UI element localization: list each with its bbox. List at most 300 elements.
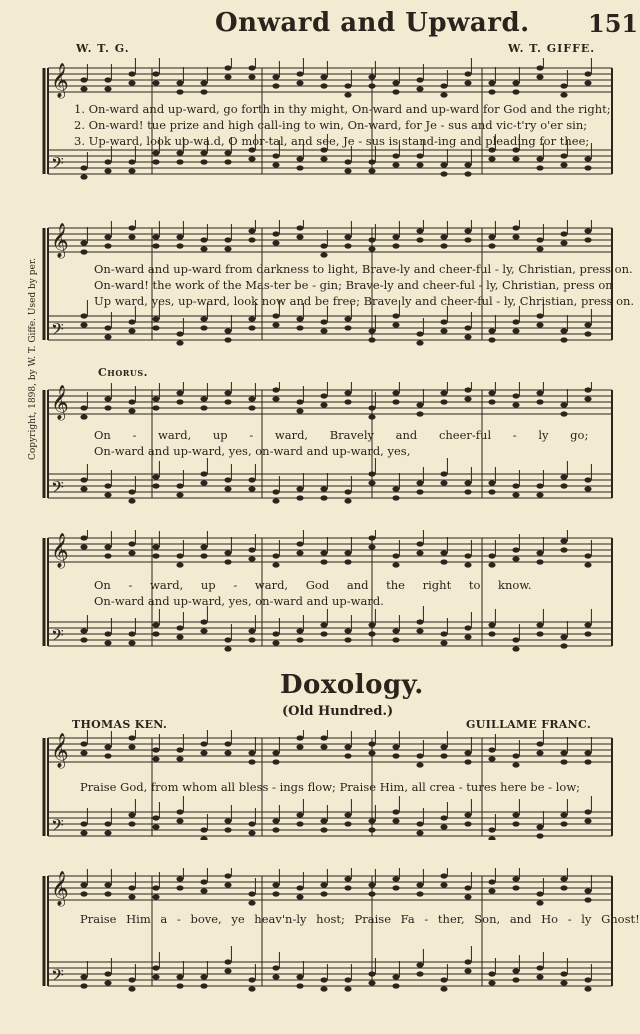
note-head [344,885,351,890]
note-head [104,821,111,826]
note-head [80,821,87,826]
note-head [320,622,327,627]
note-head [152,159,159,164]
note-head [440,550,447,555]
note-head [80,974,87,979]
note-head [224,337,231,342]
note-head [440,162,447,167]
note-head [224,750,231,755]
note-head [80,741,87,746]
note-head [464,334,471,339]
note-head [560,980,567,985]
note-head [296,744,303,749]
note-head [80,240,87,245]
note-head [560,92,567,97]
note-head [512,556,519,561]
note-head [464,625,471,630]
note-head [224,328,231,333]
note-head [200,544,207,549]
note-head [416,753,423,758]
verse-3-line-1: 3. Up-ward, look up-wa.d, O mor-tal, and see, Je - sus is stand-ing and pleading for thee; [74,134,590,148]
note-head [488,836,495,840]
note-head [128,821,135,826]
note-head [536,237,543,242]
note-head [440,986,447,991]
note-head [416,402,423,407]
note-head [464,71,471,76]
note-head [488,827,495,832]
note-head [296,325,303,330]
note-head [80,544,87,549]
note-head [200,80,207,85]
note-head [440,234,447,239]
note-head [536,313,543,318]
note-head [296,983,303,988]
note-head [560,643,567,648]
note-head [464,387,471,392]
note-head [464,812,471,817]
note-head [152,80,159,85]
note-head [344,489,351,494]
verse-2-line-1: 2. On-ward! tue prize and high call-ing to win, On-ward, for Je - sus and vic-t'ry o'er sin; [74,118,588,132]
note-head [272,891,279,896]
note-head [488,328,495,333]
note-head [560,337,567,342]
note-head [176,809,183,814]
note-head [440,640,447,645]
note-head [176,483,183,488]
note-head [248,237,255,242]
note-head [248,325,255,330]
note-head [200,750,207,755]
note-head [224,741,231,746]
bass-clef-icon: 𝄢 [51,625,64,649]
doxology-subtitle: (Old Hundred.) [282,704,394,719]
note-head [392,399,399,404]
note-head [272,974,279,979]
note-head [128,631,135,636]
note-head [392,637,399,642]
note-head [464,325,471,330]
note-head [560,634,567,639]
note-head [320,156,327,161]
note-head [104,405,111,410]
note-head [440,480,447,485]
note-head [272,489,279,494]
note-head [224,959,231,964]
note-head [584,750,591,755]
note-head [200,480,207,485]
note-head [248,977,255,982]
note-head [440,977,447,982]
note-head [152,631,159,636]
note-head [584,331,591,336]
note-head [536,974,543,979]
note-head [224,827,231,832]
note-head [152,756,159,761]
note-head [488,562,495,567]
note-head [512,968,519,973]
chorus-line-2: On-ward and up-ward, yes, on-ward and up-ward, yes, [94,444,411,458]
note-head [344,234,351,239]
note-head [248,830,255,835]
note-head [80,882,87,887]
note-head [152,474,159,479]
note-head [176,331,183,336]
note-head [80,477,87,482]
bass-clef-icon: 𝄢 [51,815,64,839]
note-head [464,237,471,242]
note-head [584,156,591,161]
note-head [464,80,471,85]
note-head [512,821,519,826]
note-head [224,74,231,79]
note-head [536,891,543,896]
note-head [152,553,159,558]
note-head [416,340,423,345]
verse-1-line-1: 1. On-ward and up-ward, go forth in thy might, On-ward and up-ward for God and the right; [74,102,611,116]
note-head [320,83,327,88]
note-head [128,328,135,333]
note-head [104,234,111,239]
note-head [584,622,591,627]
note-head [512,885,519,890]
note-head [584,228,591,233]
note-head [536,65,543,70]
note-head [296,486,303,491]
note-head [248,821,255,826]
note-head [464,396,471,401]
note-head [512,977,519,982]
note-head [392,553,399,558]
note-head [392,486,399,491]
note-head [536,156,543,161]
note-head [176,340,183,345]
note-head [344,159,351,164]
note-head [224,237,231,242]
note-head [200,628,207,633]
note-head [416,331,423,336]
note-head [248,405,255,410]
note-head [416,162,423,167]
note-head [200,405,207,410]
note-head [584,237,591,242]
note-head [320,486,327,491]
note-head [200,471,207,476]
treble-clef-icon: 𝄞 [51,533,69,568]
note-head [248,759,255,764]
note-head [104,168,111,173]
note-head [416,830,423,835]
note-head [416,77,423,82]
note-head [440,171,447,176]
note-head [416,619,423,624]
note-head [248,891,255,896]
note-head [344,753,351,758]
note-head [392,974,399,979]
page-number: 151 [588,9,639,38]
note-head [248,486,255,491]
note-head [128,812,135,817]
note-head [296,408,303,413]
note-head [224,399,231,404]
note-head [224,637,231,642]
note-head [152,622,159,627]
note-head [392,243,399,248]
note-head [200,827,207,832]
note-head [224,477,231,482]
note-head [200,246,207,251]
note-head [392,809,399,814]
note-head [80,983,87,988]
note-head [344,168,351,173]
note-head [344,977,351,982]
note-head [344,744,351,749]
note-head [128,744,135,749]
note-head [128,80,135,85]
note-head [440,399,447,404]
note-head [272,750,279,755]
note-head [248,156,255,161]
bass-clef-icon: 𝄢 [51,965,64,989]
note-head [128,399,135,404]
note-head [200,237,207,242]
note-head [80,628,87,633]
note-head [248,628,255,633]
doxology-author: THOMAS KEN. [72,718,168,731]
note-head [464,968,471,973]
note-head [320,986,327,991]
note-head [440,744,447,749]
note-head [536,631,543,636]
note-head [128,550,135,555]
note-head [488,879,495,884]
note-head [104,159,111,164]
note-head [584,809,591,814]
note-head [488,337,495,342]
bass-clef-icon: 𝄢 [51,319,64,343]
note-head [512,225,519,230]
note-head [584,759,591,764]
doxology-title: Doxology. [280,670,424,700]
note-head [320,891,327,896]
note-head [104,753,111,758]
note-head [80,750,87,755]
note-head [320,74,327,79]
note-head [488,480,495,485]
note-head [488,747,495,752]
note-head [248,637,255,642]
note-head [224,646,231,651]
note-head [392,885,399,890]
note-head [104,640,111,645]
note-head [200,983,207,988]
note-head [392,162,399,167]
note-head [80,174,87,179]
note-head [344,812,351,817]
note-head [320,882,327,887]
doxology-line-1: Praise God, from whom all bless - ings flow; Praise Him, all crea - tures here be - low; [80,780,581,794]
note-head [104,483,111,488]
note-head [248,396,255,401]
note-head [200,150,207,155]
note-head [320,393,327,398]
lyricist-credit: W. T. G. [76,42,130,55]
note-head [392,153,399,158]
note-head [128,168,135,173]
note-head [440,882,447,887]
note-head [560,474,567,479]
note-head [584,888,591,893]
verse-2-line-2: On-ward! the work of the Mas-ter be - gin; Brave-ly and cheer-ful - ly, Christian, press on [94,278,613,292]
note-head [416,153,423,158]
note-head [80,414,87,419]
note-head [440,631,447,636]
note-head [536,246,543,251]
note-head [224,486,231,491]
note-head [464,162,471,167]
chorus-line-1: On - ward, up - ward, Bravely and cheer-ful - ly go; [94,428,589,442]
note-head [272,818,279,823]
note-head [440,92,447,97]
note-head [320,495,327,500]
note-head [176,159,183,164]
note-head [560,411,567,416]
note-head [560,759,567,764]
note-head [152,815,159,820]
note-head [272,74,279,79]
note-head [80,891,87,896]
note-head [512,646,519,651]
note-head [584,477,591,482]
note-head [536,741,543,746]
note-head [128,885,135,890]
note-head [104,631,111,636]
note-head [488,489,495,494]
note-head [392,80,399,85]
note-head [128,159,135,164]
note-head [248,900,255,905]
note-head [584,322,591,327]
note-head [536,833,543,838]
note-head [296,156,303,161]
note-head [536,965,543,970]
note-head [488,622,495,627]
note-head [320,402,327,407]
note-head [392,876,399,881]
note-head [152,71,159,76]
note-head [584,553,591,558]
note-head [104,492,111,497]
note-head [128,986,135,991]
note-head [248,556,255,561]
note-head [104,980,111,985]
note-head [104,77,111,82]
note-head [512,234,519,239]
note-head [488,234,495,239]
note-head [248,750,255,755]
note-head [464,634,471,639]
note-head [80,637,87,642]
note-head [80,86,87,91]
note-head [584,387,591,392]
note-head [464,821,471,826]
note-head [488,89,495,94]
note-head [320,252,327,257]
note-head [272,759,279,764]
note-head [224,246,231,251]
note-head [80,322,87,327]
note-head [128,234,135,239]
note-head [584,818,591,823]
note-head [176,876,183,881]
note-head [152,965,159,970]
note-head [152,396,159,401]
note-head [536,390,543,395]
note-head [320,977,327,982]
music-system-6 [0,868,640,998]
note-head [272,631,279,636]
note-head [464,228,471,233]
note-head [224,968,231,973]
note-head [272,162,279,167]
note-head [464,171,471,176]
note-head [272,965,279,970]
chorus-label: Chorus. [98,366,149,379]
note-head [176,885,183,890]
treble-clef-icon: 𝄞 [51,385,69,420]
note-head [560,538,567,543]
note-head [392,818,399,823]
note-head [128,498,135,503]
note-head [176,234,183,239]
note-head [536,483,543,488]
note-head [128,489,135,494]
note-head [128,894,135,899]
note-head [344,390,351,395]
note-head [248,147,255,152]
note-head [248,74,255,79]
note-head [176,553,183,558]
note-head [272,396,279,401]
note-head [200,974,207,979]
note-head [440,319,447,324]
note-head [512,89,519,94]
note-head [176,492,183,497]
note-head [320,243,327,248]
chorus-line-3: On - ward, up - ward, God and the right to know. [94,578,532,592]
note-head [416,628,423,633]
note-head [560,885,567,890]
note-head [296,812,303,817]
note-head [176,756,183,761]
note-head [440,83,447,88]
note-head [176,399,183,404]
note-head [104,882,111,887]
note-head [560,812,567,817]
note-head [272,827,279,832]
note-head [512,319,519,324]
note-head [416,762,423,767]
note-head [392,562,399,567]
note-head [440,328,447,333]
note-head [272,640,279,645]
note-head [224,150,231,155]
note-head [512,492,519,497]
note-head [224,818,231,823]
note-head [392,234,399,239]
note-head [536,559,543,564]
